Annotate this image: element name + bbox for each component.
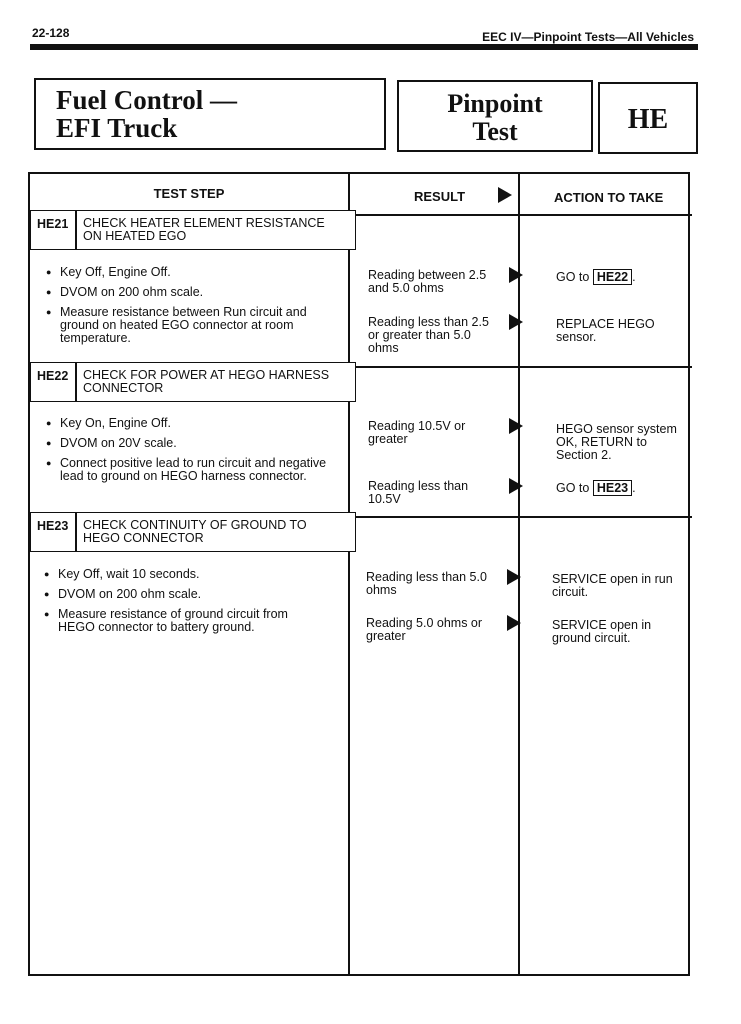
goto-step-ref-he22[interactable]: HE22	[593, 269, 632, 285]
action-text: SERVICE open in ground circuit.	[552, 618, 652, 645]
result-text: Reading less than 5.0 ohms	[366, 570, 487, 597]
row-divider	[348, 366, 692, 368]
title-box	[34, 78, 386, 150]
result-text: Reading less than 2.5 or greater than 5.0 ohms	[368, 315, 489, 355]
instruction-item: ● DVOM on 200 ohm scale.	[46, 286, 346, 299]
arrow-icon	[509, 418, 523, 434]
action-suffix: .	[632, 270, 636, 284]
result-text: Reading 5.0 ohms or greater	[366, 616, 483, 643]
step-id: HE23	[37, 519, 69, 533]
step-id-divider	[75, 211, 77, 249]
instruction-item: ● Measure resistance of ground circuit from HEGO connector to battery ground.	[44, 608, 344, 634]
pinpoint-test-table	[28, 172, 690, 976]
row-divider	[348, 516, 692, 518]
header-rule-result-action	[348, 214, 692, 216]
action-prefix: GO to	[556, 481, 593, 495]
action-text	[556, 269, 636, 285]
column-divider-step-result	[348, 174, 350, 974]
action-text: SERVICE open in run circuit.	[552, 572, 673, 599]
arrow-icon	[509, 314, 523, 330]
step-instructions-he21	[46, 266, 346, 352]
step-header-he21	[30, 210, 356, 250]
arrow-icon	[509, 267, 523, 283]
step-id: HE22	[37, 369, 69, 383]
document-title: Fuel Control — EFI Truck	[56, 85, 237, 143]
action-text	[556, 480, 636, 496]
running-title: EEC IV—Pinpoint Tests—All Vehicles	[482, 30, 694, 44]
action-suffix: .	[632, 481, 636, 495]
step-header-he22	[30, 362, 356, 402]
instruction-item: ● DVOM on 200 ohm scale.	[44, 588, 344, 601]
step-instructions-he22	[46, 417, 346, 490]
column-header-action: ACTION TO TAKE	[554, 190, 664, 205]
step-id: HE21	[37, 217, 69, 231]
result-text: Reading 10.5V or greater	[368, 419, 466, 446]
instruction-item: ● Key Off, wait 10 seconds.	[44, 568, 344, 581]
test-code: HE	[627, 104, 669, 135]
result-text: Reading between 2.5 and 5.0 ohms	[368, 268, 487, 295]
page-number: 22-128	[32, 26, 70, 40]
arrow-icon	[509, 478, 523, 494]
arrow-icon	[507, 615, 521, 631]
result-text: Reading less than 10.5V	[368, 479, 469, 506]
test-code-box	[598, 82, 698, 154]
step-id-divider	[75, 513, 77, 551]
column-header-test-step: TEST STEP	[153, 186, 225, 201]
instruction-item: ● Connect positive lead to run circuit and negative lead to ground on HEGO harness connector.	[46, 457, 346, 483]
instruction-item: ● Measure resistance between Run circuit and ground on heated EGO connector at room temperature.	[46, 306, 346, 345]
step-title: CHECK CONTINUITY OF GROUND TO HEGO CONNECTOR	[83, 518, 307, 545]
goto-step-ref-he23[interactable]: HE23	[593, 480, 632, 496]
step-title: CHECK FOR POWER AT HEGO HARNESS CONNECTOR	[83, 368, 330, 395]
action-text: HEGO sensor system OK, RETURN to Section 2.	[556, 422, 677, 462]
step-title: CHECK HEATER ELEMENT RESISTANCE ON HEATED EGO	[83, 216, 325, 243]
action-prefix: GO to	[556, 270, 593, 284]
action-text: REPLACE HEGO sensor.	[556, 317, 655, 344]
arrow-icon	[507, 569, 521, 585]
step-header-he23	[30, 512, 356, 552]
test-type-box	[397, 80, 593, 152]
instruction-item: ● Key On, Engine Off.	[46, 417, 346, 430]
column-header-result: RESULT	[414, 189, 466, 204]
test-type: Pinpoint Test	[447, 89, 543, 146]
header-rule	[30, 44, 698, 50]
instruction-item: ● DVOM on 20V scale.	[46, 437, 346, 450]
step-id-divider	[75, 363, 77, 401]
step-instructions-he23	[44, 568, 344, 641]
arrow-icon	[498, 187, 512, 203]
instruction-item: ● Key Off, Engine Off.	[46, 266, 346, 279]
